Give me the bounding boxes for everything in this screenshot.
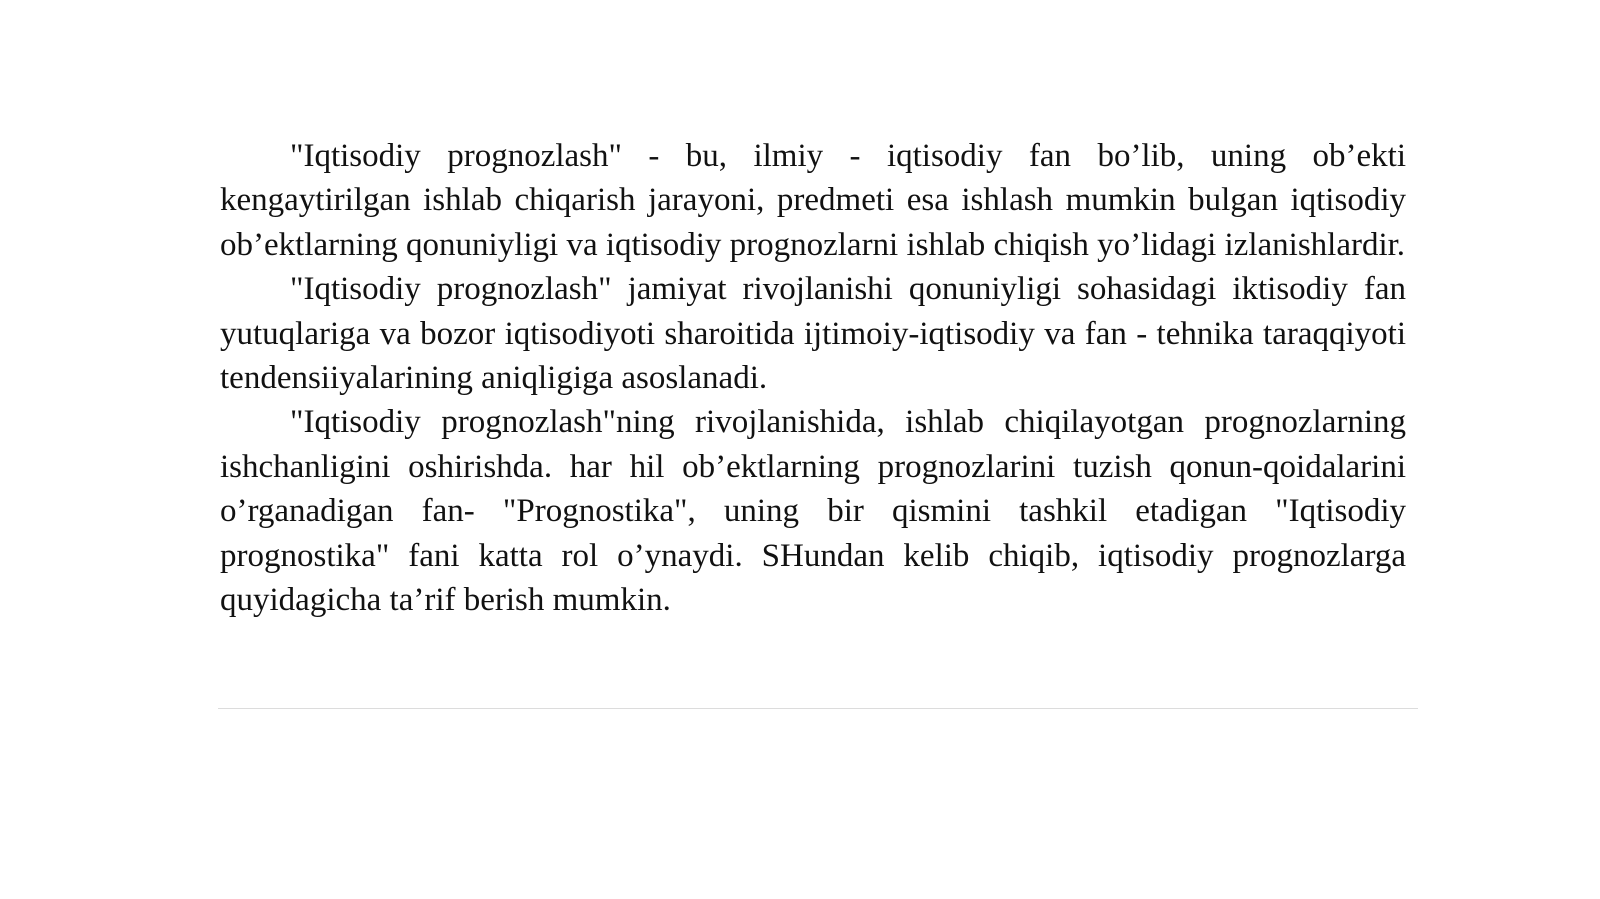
paragraph-2: "Iqtisodiy prognozlash" jamiyat rivojlanishi qonuniyligi sohasidagi iktisodiy fan yutuqlariga va bozor iqtisodiyoti sharoitida ijtimoiy-iqtisodiy va fan - tehnika taraqqiyoti tendensiiyalarining aniqligiga asoslanadi.	[220, 271, 1406, 397]
paragraph-1: "Iqtisodiy prognozlash" - bu, ilmiy - iqtisodiy fan bo’lib, uning ob’ekti kengaytirilgan ishlab chiqarish jarayoni, predmeti esa ishlash mumkin bulgan iqtisodiy ob’ektlarning qonuniyligi va iqtisodiy prognozlarni ishlab chiqish yo’lidagi izlanishlardir.	[220, 138, 1406, 263]
bottom-divider	[218, 708, 1418, 709]
paragraph-3: "Iqtisodiy prognozlash"ning rivojlanishida, ishlab chiqilayotgan prognozlarning ishchanligini oshirishda. har hil ob’ektlarning prognozlarini tuzish qonun-qoidalarini o’rganadigan fan- "Prognostika", uning bir qismini tashkil etadigan "Iqtisodiy prognostika" fani katta rol o’ynaydi. SHundan kelib chiqib, iqtisodiy prognozlarga quyidagicha ta’rif berish mumkin.	[220, 404, 1406, 619]
document-body	[220, 134, 1406, 622]
